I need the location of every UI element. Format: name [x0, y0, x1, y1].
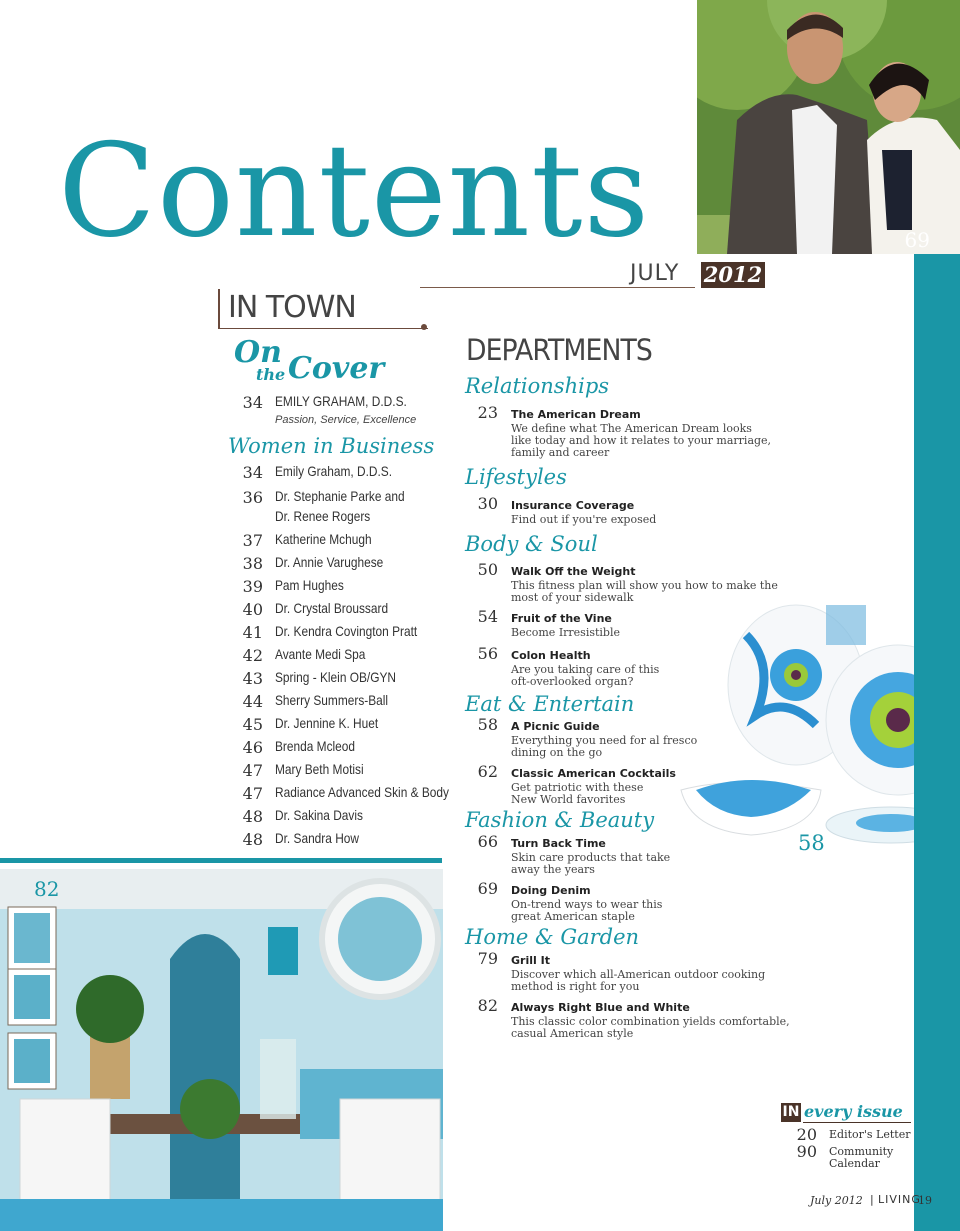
department-item-description: This classic color combination yields comfortable,	[511, 1015, 790, 1028]
department-page-number: 62	[477, 762, 498, 781]
department-item-description: most of your sidewalk	[511, 591, 634, 604]
women-page-number: 38	[242, 554, 263, 573]
every-issue-item: Calendar	[829, 1157, 880, 1170]
department-item-title: Classic American Cocktails	[511, 767, 676, 780]
women-name: Mary Beth Motisi	[275, 761, 364, 777]
women-page-number: 47	[242, 784, 263, 803]
page-title: Contents	[58, 117, 651, 266]
department-section-heading: Lifestyles	[465, 465, 567, 489]
women-page-number: 48	[242, 830, 263, 849]
department-item-description: like today and how it relates to your marriage,	[511, 434, 772, 447]
department-item-description: Get patriotic with these	[511, 781, 644, 794]
plates-photo	[676, 595, 914, 850]
department-page-number: 66	[477, 832, 498, 851]
plates-page-number: 58	[798, 831, 825, 855]
every-issue-item: Community	[829, 1145, 894, 1158]
in-town-heading: IN TOWN	[228, 290, 356, 325]
women-page-number: 37	[242, 531, 263, 550]
issue-month: JULY	[630, 261, 680, 286]
every-issue-rule	[803, 1122, 911, 1123]
department-section-heading: Home & Garden	[465, 925, 640, 949]
department-item-description: Everything you need for al fresco	[511, 734, 698, 747]
department-item-description: Become Irresistible	[511, 626, 621, 639]
footer-date: July 2012	[810, 1194, 863, 1207]
department-item-description: dining on the go	[511, 746, 603, 759]
department-item-description: oft-overlooked organ?	[511, 675, 634, 688]
footer-separator: |	[870, 1193, 874, 1206]
women-name: Dr. Annie Varughese	[275, 554, 384, 570]
department-page-number: 56	[477, 644, 498, 663]
department-item-description: New World favorites	[511, 793, 626, 806]
women-name: Dr. Kendra Covington Pratt	[275, 623, 418, 639]
women-name: Avante Medi Spa	[275, 646, 366, 662]
women-name: Spring - Klein OB/GYN	[275, 669, 397, 685]
department-page-number: 82	[477, 996, 498, 1015]
department-item-title: Grill It	[511, 954, 550, 967]
footer-page-number: 19	[918, 1194, 932, 1207]
department-item-title: Turn Back Time	[511, 837, 606, 850]
cover-tagline: Passion, Service, Excellence	[275, 414, 417, 426]
department-item-title: Insurance Coverage	[511, 499, 635, 512]
department-page-number: 69	[477, 879, 498, 898]
department-item-title: Doing Denim	[511, 884, 591, 897]
women-page-number: 46	[242, 738, 263, 757]
department-item-description: We define what The American Dream looks	[511, 422, 752, 435]
women-name: Dr. Sakina Davis	[275, 807, 363, 823]
department-item-title: A Picnic Guide	[511, 720, 600, 733]
department-page-number: 79	[477, 949, 498, 968]
room-page-number: 82	[34, 877, 60, 901]
department-section-heading: Body & Soul	[465, 532, 598, 556]
department-item-description: Discover which all-American outdoor cooking	[511, 968, 766, 981]
department-section-heading: Fashion & Beauty	[465, 808, 655, 832]
cover-word: Cover	[288, 351, 385, 386]
department-item-description: method is right for you	[511, 980, 640, 993]
cover-page-number: 34	[242, 393, 263, 412]
women-page-number: 47	[242, 761, 263, 780]
women-name: Radiance Advanced Skin & Body	[275, 784, 449, 800]
department-page-number: 30	[477, 494, 498, 513]
department-item-description: Find out if you're exposed	[511, 513, 657, 526]
women-page-number: 34	[242, 463, 263, 482]
on-word: On	[234, 335, 282, 370]
department-item-description: away the years	[511, 863, 595, 876]
women-name: Dr. Stephanie Parke and	[275, 488, 405, 504]
women-in-business-heading: Women in Business	[228, 434, 435, 458]
department-item-description: Skin care products that take	[511, 851, 671, 864]
department-item-description: On-trend ways to wear this	[511, 898, 663, 911]
department-item-description: This fitness plan will show you how to make the	[511, 579, 778, 592]
department-item-description: Are you taking care of this	[511, 663, 660, 676]
department-item-title: Always Right Blue and White	[511, 1001, 690, 1014]
women-name: Emily Graham, D.D.S.	[275, 463, 393, 479]
department-item-title: The American Dream	[511, 408, 641, 421]
department-item-description: great American staple	[511, 910, 635, 923]
department-page-number: 54	[477, 607, 498, 626]
women-page-number: 48	[242, 807, 263, 826]
women-name: Pam Hughes	[275, 577, 344, 593]
department-page-number: 50	[477, 560, 498, 579]
women-page-number: 39	[242, 577, 263, 596]
women-name: Dr. Sandra How	[275, 830, 360, 846]
women-name: Katherine Mchugh	[275, 531, 372, 547]
department-page-number: 58	[477, 715, 498, 734]
department-item-description: casual American style	[511, 1027, 634, 1040]
section-rule	[0, 858, 442, 863]
women-name: Dr. Crystal Broussard	[275, 600, 389, 616]
issue-year: 2012	[701, 262, 765, 288]
department-item-title: Fruit of the Vine	[511, 612, 612, 625]
the-word: the	[256, 365, 286, 384]
departments-heading: DEPARTMENTS	[466, 333, 652, 367]
side-accent-bar	[914, 254, 960, 1231]
every-issue-label: every issue	[804, 1102, 903, 1121]
department-section-heading: Relationships	[465, 374, 610, 398]
women-page-number: 41	[242, 623, 263, 642]
department-item-description: family and career	[511, 446, 610, 459]
women-page-number: 42	[242, 646, 263, 665]
every-issue-item: Editor's Letter	[829, 1128, 911, 1141]
photo-page-number: 69	[904, 228, 930, 252]
dining-room-photo	[0, 869, 443, 1231]
couple-photo	[697, 0, 960, 254]
women-page-number: 43	[242, 669, 263, 688]
women-page-number: 45	[242, 715, 263, 734]
women-page-number: 36	[242, 488, 263, 507]
women-name-line2: Dr. Renee Rogers	[275, 508, 371, 524]
women-page-number: 40	[242, 600, 263, 619]
department-section-heading: Eat & Entertain	[465, 692, 635, 716]
footer-brand: LIVING	[878, 1193, 921, 1206]
cover-story-name: EMILY GRAHAM, D.D.S.	[275, 393, 407, 409]
in-badge: IN	[782, 1104, 800, 1120]
women-name: Sherry Summers-Ball	[275, 692, 389, 708]
every-issue-page-number: 90	[796, 1142, 817, 1161]
women-name: Dr. Jennine K. Huet	[275, 715, 379, 731]
women-page-number: 44	[242, 692, 263, 711]
department-page-number: 23	[477, 403, 498, 422]
date-rule	[420, 287, 695, 288]
women-name: Brenda Mcleod	[275, 738, 356, 754]
every-issue-page-number: 20	[796, 1125, 817, 1144]
department-item-title: Colon Health	[511, 649, 591, 662]
department-item-title: Walk Off the Weight	[511, 565, 636, 578]
rule-dot	[421, 324, 427, 330]
